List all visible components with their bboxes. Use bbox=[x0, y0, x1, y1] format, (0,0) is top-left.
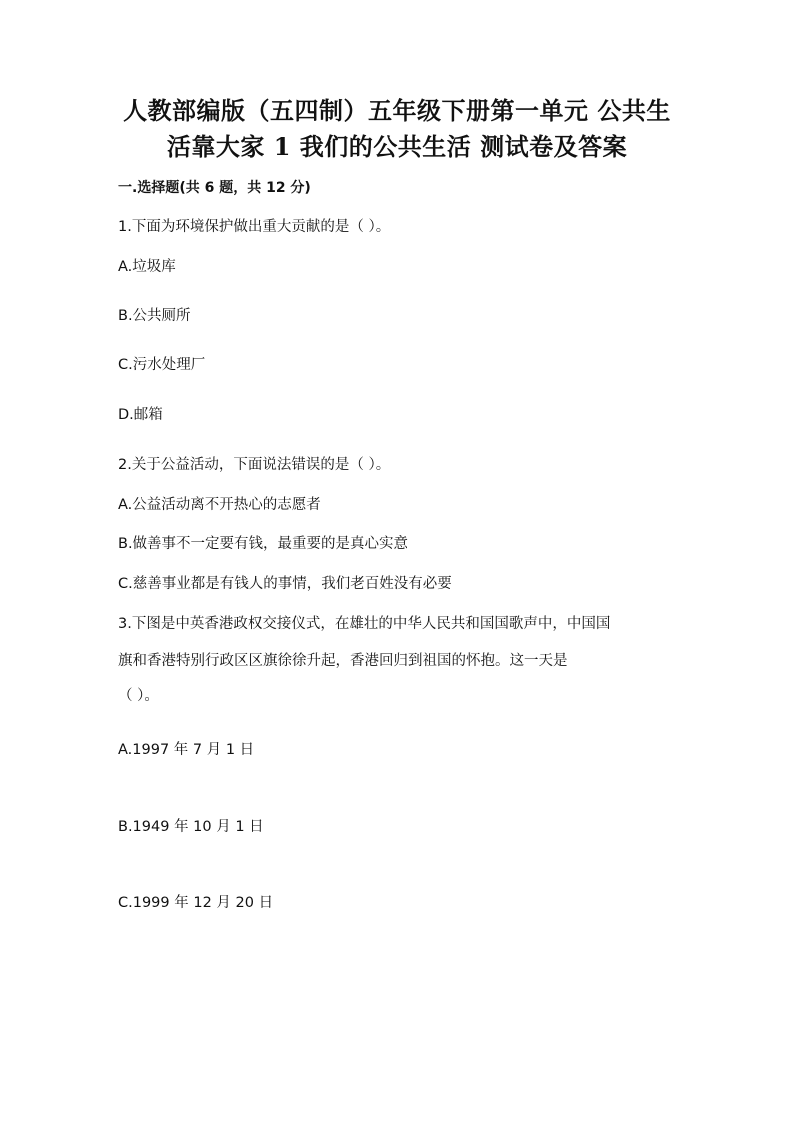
question-3-stem-line-1: 3.下图是中英香港政权交接仪式，在雄壮的中华人民共和国国歌声中，中国国 bbox=[118, 616, 611, 632]
question-1-option-c: C.污水处理厂 bbox=[118, 357, 206, 373]
question-3-stem-line-2: 旗和香港特别行政区区旗徐徐升起，香港回归到祖国的怀抱。这一天是 bbox=[118, 653, 568, 669]
page-title-line-1: 人教部编版（五四制）五年级下册第一单元 公共生 bbox=[123, 96, 671, 125]
question-3-option-a: A.1997 年 7 月 1 日 bbox=[118, 742, 255, 758]
question-1-option-d: D.邮箱 bbox=[118, 407, 163, 423]
question-3-stem-line-3: （ ）。 bbox=[118, 688, 159, 704]
question-2-option-b: B.做善事不一定要有钱，最重要的是真心实意 bbox=[118, 536, 409, 552]
question-1-stem: 1.下面为环境保护做出重大贡献的是（ ）。 bbox=[118, 219, 391, 235]
page-title-line-2: 活靠大家 1 我们的公共生活 测试卷及答案 bbox=[166, 132, 628, 161]
section-heading: 一.选择题(共 6 题，共 12 分) bbox=[118, 180, 311, 196]
question-3-option-b: B.1949 年 10 月 1 日 bbox=[118, 819, 264, 835]
question-2-option-c: C.慈善事业都是有钱人的事情，我们老百姓没有必要 bbox=[118, 576, 452, 592]
question-2-stem: 2.关于公益活动，下面说法错误的是（ ）。 bbox=[118, 457, 391, 473]
question-3-option-c: C.1999 年 12 月 20 日 bbox=[118, 895, 274, 911]
question-1-option-a: A.垃圾库 bbox=[118, 259, 176, 275]
question-2-option-a: A.公益活动离不开热心的志愿者 bbox=[118, 497, 321, 513]
question-1-option-b: B.公共厕所 bbox=[118, 308, 191, 324]
